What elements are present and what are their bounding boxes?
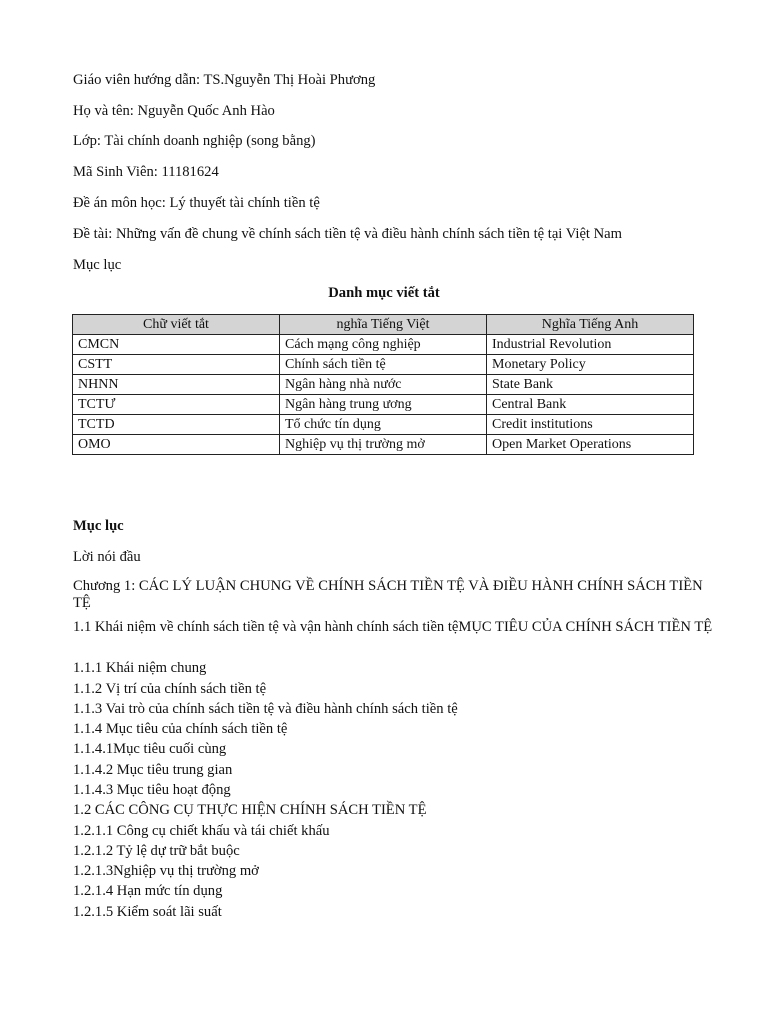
table-cell: Central Bank: [487, 395, 694, 415]
table-cell: Nghiệp vụ thị trường mở: [280, 435, 487, 455]
toc-entry[interactable]: 1.1.4.1Mục tiêu cuối cùng: [73, 741, 227, 757]
class-line: Lớp: Tài chính doanh nghiệp (song bằng): [73, 133, 316, 149]
topic-line: Đề tài: Những vấn đề chung về chính sách tiền tệ và điều hành chính sách tiền tệ tại Việt Nam: [73, 226, 622, 242]
table-cell: Open Market Operations: [487, 435, 694, 455]
table-cell: TCTD: [73, 415, 280, 435]
table-cell: Industrial Revolution: [487, 335, 694, 355]
table-cell: State Bank: [487, 375, 694, 395]
column-header: nghĩa Tiếng Việt: [280, 315, 487, 335]
toc-entry-intro[interactable]: Lời nói đầu: [73, 549, 141, 565]
table-cell: CMCN: [73, 335, 280, 355]
toc-entry[interactable]: 1.2.1.5 Kiểm soát lãi suất: [73, 904, 222, 920]
toc-entry[interactable]: 1.1.1 Khái niệm chung: [73, 660, 207, 676]
supervisor-line: Giáo viên hướng dẫn: TS.Nguyễn Thị Hoài Phương: [73, 72, 376, 88]
table-cell: Monetary Policy: [487, 355, 694, 375]
table-cell: Credit institutions: [487, 415, 694, 435]
column-header: Nghĩa Tiếng Anh: [487, 315, 694, 335]
abbreviation-table: [72, 314, 694, 455]
table-cell: Tổ chức tín dụng: [280, 415, 487, 435]
toc-entry[interactable]: 1.1.3 Vai trò của chính sách tiền tệ và điều hành chính sách tiền tệ: [73, 701, 458, 717]
abbreviation-table-title: Danh mục viết tắt: [328, 285, 440, 301]
table-row: [73, 355, 694, 375]
table-cell: OMO: [73, 435, 280, 455]
toc-entry[interactable]: 1.1.2 Vị trí của chính sách tiền tệ: [73, 681, 267, 697]
toc-entry[interactable]: 1.1.4.2 Mục tiêu trung gian: [73, 762, 233, 778]
toc-entry-1-1[interactable]: 1.1 Khái niệm về chính sách tiền tệ và vận hành chính sách tiền tệMỤC TIÊU CỦA CHÍNH SÁCH TIỀN TỆ: [73, 619, 713, 635]
toc-entry[interactable]: 1.2.1.1 Công cụ chiết khấu và tái chiết khấu: [73, 823, 330, 839]
student-id-line: Mã Sinh Viên: 11181624: [73, 164, 219, 180]
table-cell: CSTT: [73, 355, 280, 375]
table-cell: NHNN: [73, 375, 280, 395]
table-cell: Ngân hàng nhà nước: [280, 375, 487, 395]
table-cell: Chính sách tiền tệ: [280, 355, 487, 375]
toc-entry[interactable]: 1.2.1.2 Tỷ lệ dự trữ bắt buộc: [73, 843, 240, 859]
column-header: Chữ viết tắt: [73, 315, 280, 335]
toc-entry[interactable]: 1.2.1.4 Hạn mức tín dụng: [73, 883, 223, 899]
toc-entry-chapter-1[interactable]: Chương 1: CÁC LÝ LUẬN CHUNG VỀ CHÍNH SÁCH TIỀN TỆ VÀ ĐIỀU HÀNH CHÍNH SÁCH TIỀN TỆ: [73, 578, 703, 611]
toc-heading: Mục lục: [73, 518, 124, 534]
table-row: [73, 375, 694, 395]
toc-entry[interactable]: 1.2.1.3Nghiệp vụ thị trường mở: [73, 863, 259, 879]
toc-entry[interactable]: 1.2 CÁC CÔNG CỤ THỰC HIỆN CHÍNH SÁCH TIỀN TỆ: [73, 802, 427, 818]
table-row: [73, 415, 694, 435]
table-row: [73, 435, 694, 455]
table-row: [73, 395, 694, 415]
table-cell: TCTƯ: [73, 395, 280, 415]
table-cell: Ngân hàng trung ương: [280, 395, 487, 415]
course-line: Đề án môn học: Lý thuyết tài chính tiền tệ: [73, 195, 320, 211]
toc-entry[interactable]: 1.1.4 Mục tiêu của chính sách tiền tệ: [73, 721, 288, 737]
toc-label-line: Mục lục: [73, 257, 122, 273]
table-cell: Cách mạng công nghiệp: [280, 335, 487, 355]
table-row: [73, 335, 694, 355]
table-header-row: [73, 315, 694, 335]
toc-entry[interactable]: 1.1.4.3 Mục tiêu hoạt động: [73, 782, 231, 798]
student-name-line: Họ và tên: Nguyễn Quốc Anh Hào: [73, 103, 275, 119]
